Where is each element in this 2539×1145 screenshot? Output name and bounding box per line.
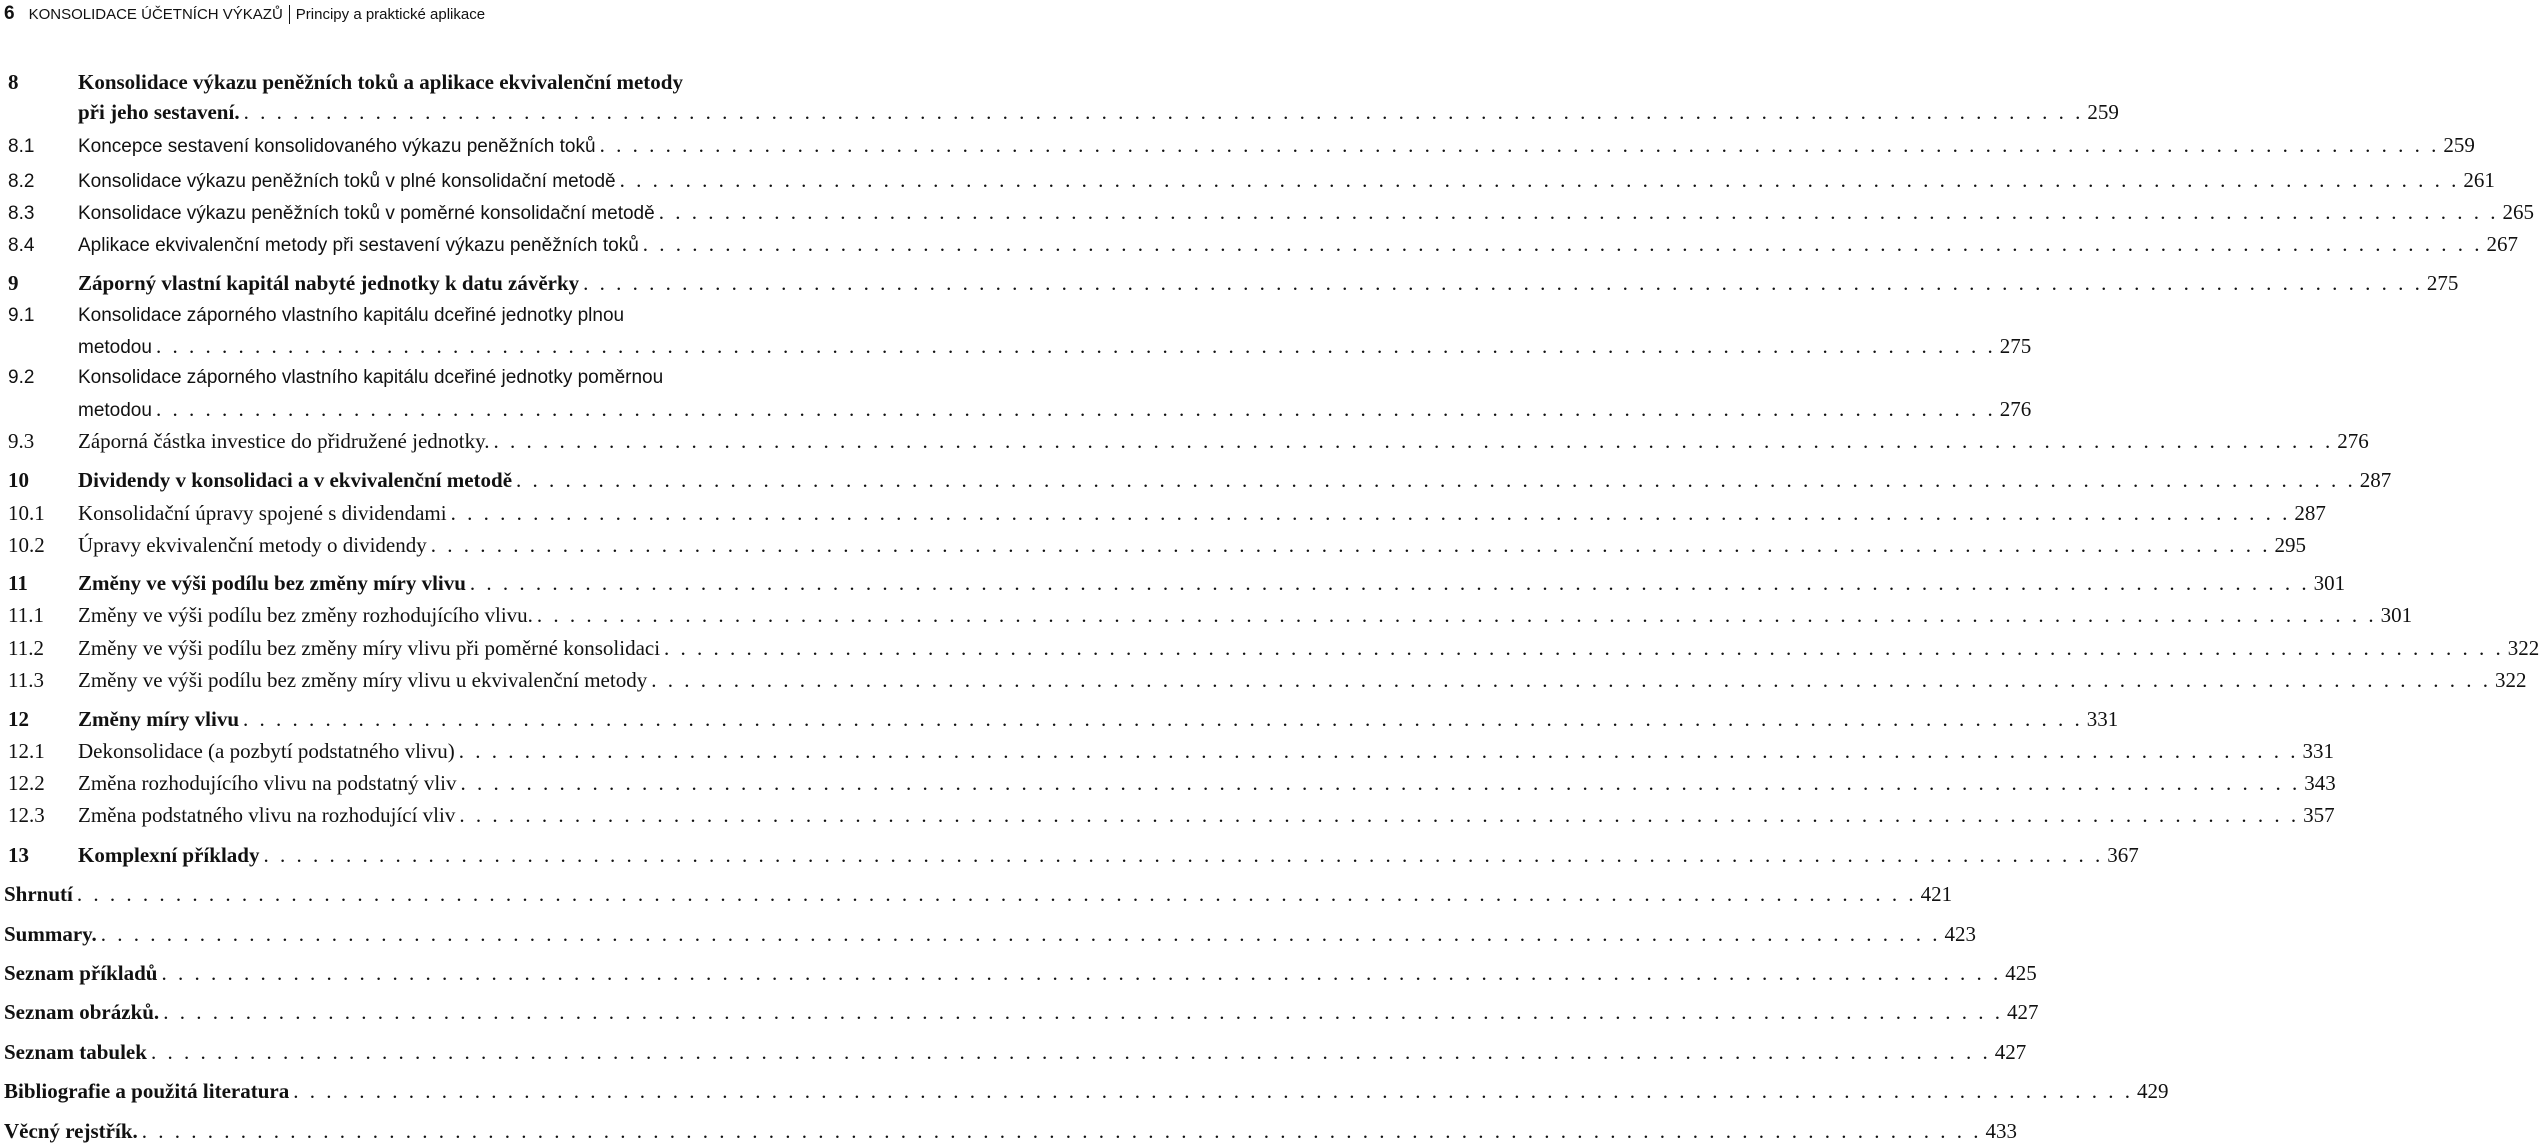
toc-entry[interactable]	[8, 98, 2119, 126]
leader-dots: . . . . . . . . . . . . . . . . . . . . . . . . . . . . . . . . . . . . . . . . . . . . . . . . . . . . . . . . . . . . . . . . . . . . . . . . . . . . . . . . . . . . . . . . . . . . . . . . . . . . . . . . . . . . . . . .	[163, 1000, 2003, 1024]
toc-entry[interactable]	[8, 705, 2119, 733]
leader-dots: . . . . . . . . . . . . . . . . . . . . . . . . . . . . . . . . . . . . . . . . . . . . . . . . . . . . . . . . . . . . . . . . . . . . . . . . . . . . . . . . . . . . . . . . . . . . . . . . . . . . . . . . . . . . . . . .	[459, 803, 2300, 827]
toc-entry-page: 322	[2494, 668, 2527, 692]
toc-entry-number: 11.1	[8, 603, 44, 627]
leader-dots: . . . . . . . . . . . . . . . . . . . . . . . . . . . . . . . . . . . . . . . . . . . . . . . . . . . . . . . . . . . . . . . . . . . . . . . . . . . . . . . . . . . . . . . . . . . . . . . . . . . . . . . . . . . . . . . .	[583, 271, 2423, 295]
toc-entry[interactable]	[8, 841, 2139, 869]
toc-entry-title: Seznam obrázků.	[4, 1000, 160, 1024]
toc-entry[interactable]	[8, 269, 2459, 297]
toc-entry-title: při jeho sestavení.	[78, 100, 240, 124]
toc-entry-number: 12.3	[8, 803, 45, 827]
toc-entry[interactable]	[4, 1038, 2027, 1066]
toc-entry[interactable]	[8, 737, 2334, 765]
toc-entry-title: Konsolidace výkazu peněžních toků a aplikace ekvivalenční metody	[78, 70, 683, 94]
leader-dots: . . . . . . . . . . . . . . . . . . . . . . . . . . . . . . . . . . . . . . . . . . . . . . . . . . . . . . . . . . . . . . . . . . . . . . . . . . . . . . . . . . . . . . . . . . . . . . . . . . . . . . . . . . . . . . . .	[243, 707, 2083, 731]
toc-entry-page: 287	[2359, 468, 2392, 492]
toc-entry-title: Seznam tabulek	[4, 1040, 147, 1064]
leader-dots: . . . . . . . . . . . . . . . . . . . . . . . . . . . . . . . . . . . . . . . . . . . . . . . . . . . . . . . . . . . . . . . . . . . . . . . . . . . . . . . . . . . . . . . . . . . . . . . . . . . . . . . . . . . . . . . .	[141, 1119, 1982, 1143]
toc-entry-title: Změna podstatného vlivu na rozhodující vliv	[78, 803, 456, 827]
toc-entry-title: Konsolidace záporného vlastního kapitálu dceřiné jednotky plnou	[78, 305, 625, 326]
toc-entry-title: Bibliografie a použitá literatura	[4, 1079, 290, 1103]
toc-entry[interactable]	[8, 666, 2527, 694]
toc-entry-page: 357	[2303, 803, 2335, 827]
leader-dots: . . . . . . . . . . . . . . . . . . . . . . . . . . . . . . . . . . . . . . . . . . . . . . . . . . . . . . . . . . . . . . . . . . . . . . . . . . . . . . . . . . . . . . . . . . . . . . . . . . . . . . . . . . . . . . . .	[664, 636, 2504, 660]
toc-entry-title: Koncepce sestavení konsolidovaného výkazu peněžních toků	[78, 136, 596, 157]
book-title: KONSOLIDACE ÚČETNÍCH VÝKAZŮ	[28, 5, 283, 23]
toc-entry[interactable]	[8, 427, 2369, 455]
toc-entry-number: 11.3	[8, 668, 44, 692]
toc-entry-page: 427	[1994, 1040, 2027, 1064]
toc-entry-line1	[8, 302, 954, 330]
toc-entry[interactable]	[8, 601, 2413, 629]
leader-dots: . . . . . . . . . . . . . . . . . . . . . . . . . . . . . . . . . . . . . . . . . . . . . . . . . . . . . . . . . . . . . . . . . . . . . . . . . . . . . . . . . . . . . . . . . . . . . . . . . . . . . . . . . . . . . . . .	[460, 771, 2301, 795]
toc-entry-page: 275	[1999, 334, 2032, 358]
leader-dots: . . . . . . . . . . . . . . . . . . . . . . . . . . . . . . . . . . . . . . . . . . . . . . . . . . . . . . . . . . . . . . . . . . . . . . . . . . . . . . . . . . . . . . . . . . . . . . . . . . . . . . . . . . . . . . . .	[76, 882, 1917, 906]
toc-entry-page: 423	[1944, 922, 1977, 946]
toc-entry-page: 287	[2294, 501, 2326, 525]
toc-entry-number: 9.1	[8, 305, 35, 326]
toc-entry-title: Aplikace ekvivalenční metody při sestavení výkazu peněžních toků	[78, 235, 639, 256]
toc-entry-title: Konsolidační úpravy spojené s dividendami	[78, 501, 447, 525]
toc-entry-title: Komplexní příklady	[78, 843, 260, 867]
toc-entry-page: 301	[2313, 571, 2346, 595]
toc-entry-page: 295	[2274, 533, 2306, 557]
book-subtitle: Principy a praktické aplikace	[295, 5, 486, 23]
toc-entry[interactable]	[8, 198, 2534, 226]
toc-entry[interactable]	[4, 1117, 2017, 1145]
leader-dots: . . . . . . . . . . . . . . . . . . . . . . . . . . . . . . . . . . . . . . . . . . . . . . . . . . . . . . . . . . . . . . . . . . . . . . . . . . . . . . . . . . . . . . . . . . . . . . . . . . . . . . . . . . . . . . . .	[100, 922, 1941, 946]
toc-entry-page: 421	[1920, 882, 1953, 906]
leader-dots: . . . . . . . . . . . . . . . . . . . . . . . . . . . . . . . . . . . . . . . . . . . . . . . . . . . . . . . . . . . . . . . . . . . . . . . . . . . . . . . . . . . . . . . . . . . . . . . . . . . . . . . . . . . . . . . .	[450, 501, 2291, 525]
toc-entry-title: Změny ve výši podílu bez změny míry vlivu	[78, 571, 466, 595]
toc-entry-number: 8	[8, 70, 19, 94]
toc-entry-title: Konsolidace výkazu peněžních toků v poměrné konsolidační metodě	[78, 203, 655, 224]
toc-entry-page: 322	[2507, 636, 2539, 660]
toc-entry-page: 367	[2107, 843, 2139, 867]
toc-entry-line1	[8, 364, 954, 392]
leader-dots: . . . . . . . . . . . . . . . . . . . . . . . . . . . . . . . . . . . . . . . . . . . . . . . . . . . . . . . . . . . . . . . . . . . . . . . . . . . . . . . . . . . . . . . . . . . . . . . . . . . . . . . . . . . . . . . .	[599, 133, 2440, 157]
leader-dots: . . . . . . . . . . . . . . . . . . . . . . . . . . . . . . . . . . . . . . . . . . . . . . . . . . . . . . . . . . . . . . . . . . . . . . . . . . . . . . . . . . . . . . . . . . . . . . . . . . . . . . . . . . . . . . . .	[161, 961, 2002, 985]
toc-entry-page: 331	[2086, 707, 2119, 731]
toc-entry-number: 8.3	[8, 203, 35, 224]
toc-entry-number: 12	[8, 707, 29, 731]
toc-entry-number: 10.1	[8, 501, 45, 525]
leader-dots: . . . . . . . . . . . . . . . . . . . . . . . . . . . . . . . . . . . . . . . . . . . . . . . . . . . . . . . . . . . . . . . . . . . . . . . . . . . . . . . . . . . . . . . . . . . . . . . . . . . . . . . . . . . . . . . .	[155, 334, 1996, 358]
toc-entry-title: Úpravy ekvivalenční metody o dividendy	[78, 533, 427, 557]
toc-entry[interactable]	[8, 131, 2475, 159]
toc-entry-page: 427	[2006, 1000, 2039, 1024]
leader-dots: . . . . . . . . . . . . . . . . . . . . . . . . . . . . . . . . . . . . . . . . . . . . . . . . . . . . . . . . . . . . . . . . . . . . . . . . . . . . . . . . . . . . . . . . . . . . . . . . . . . . . . . . . . . . . . . .	[516, 468, 2356, 492]
toc-entry-page: 425	[2005, 961, 2037, 985]
toc-entry[interactable]	[8, 166, 2495, 194]
toc-entry-number: 12.1	[8, 739, 45, 763]
leader-dots: . . . . . . . . . . . . . . . . . . . . . . . . . . . . . . . . . . . . . . . . . . . . . . . . . . . . . . . . . . . . . . . . . . . . . . . . . . . . . . . . . . . . . . . . . . . . . . . . . . . . . . . . . . . . . . . .	[493, 429, 2334, 453]
toc-entry-title: Konsolidace záporného vlastního kapitálu dceřiné jednotky poměrnou	[78, 367, 664, 388]
toc-entry-line1	[8, 68, 954, 96]
leader-dots: . . . . . . . . . . . . . . . . . . . . . . . . . . . . . . . . . . . . . . . . . . . . . . . . . . . . . . . . . . . . . . . . . . . . . . . . . . . . . . . . . . . . . . . . . . . . . . . . . . . . . . . . . . . . . . . .	[619, 168, 2460, 192]
leader-dots: . . . . . . . . . . . . . . . . . . . . . . . . . . . . . . . . . . . . . . . . . . . . . . . . . . . . . . . . . . . . . . . . . . . . . . . . . . . . . . . . . . . . . . . . . . . . . . . . . . . . . . . . . . . . . . . .	[658, 200, 2499, 224]
leader-dots: . . . . . . . . . . . . . . . . . . . . . . . . . . . . . . . . . . . . . . . . . . . . . . . . . . . . . . . . . . . . . . . . . . . . . . . . . . . . . . . . . . . . . . . . . . . . . . . . . . . . . . . . . . . . . . . .	[293, 1079, 2133, 1103]
toc-entry-title: Shrnutí	[4, 882, 73, 906]
toc-entry-page: 261	[2463, 168, 2495, 192]
toc-entry[interactable]	[8, 466, 2392, 494]
toc-entry-page: 301	[2380, 603, 2413, 627]
toc-entry-title: Dividendy v konsolidaci a v ekvivalenční metodě	[78, 468, 513, 492]
toc-entry-page: 267	[2486, 232, 2519, 256]
leader-dots: . . . . . . . . . . . . . . . . . . . . . . . . . . . . . . . . . . . . . . . . . . . . . . . . . . . . . . . . . . . . . . . . . . . . . . . . . . . . . . . . . . . . . . . . . . . . . . . . . . . . . . . . . . . . . . . .	[642, 232, 2483, 256]
leader-dots: . . . . . . . . . . . . . . . . . . . . . . . . . . . . . . . . . . . . . . . . . . . . . . . . . . . . . . . . . . . . . . . . . . . . . . . . . . . . . . . . . . . . . . . . . . . . . . . . . . . . . . . . . . . . . . . .	[651, 668, 2491, 692]
toc-entry[interactable]	[4, 1077, 2169, 1105]
toc-entry[interactable]	[8, 801, 2335, 829]
toc-entry-title: metodou	[78, 337, 152, 358]
toc-entry[interactable]	[8, 769, 2336, 797]
toc-entry-number: 9	[8, 271, 19, 295]
toc-entry-page: 331	[2302, 739, 2334, 763]
toc-entry[interactable]	[8, 395, 2032, 423]
toc-entry-number: 13	[8, 843, 29, 867]
toc-entry-page: 276	[1999, 397, 2032, 421]
toc-entry-number: 11.2	[8, 636, 44, 660]
toc-entry-title: metodou	[78, 400, 152, 421]
leader-dots: . . . . . . . . . . . . . . . . . . . . . . . . . . . . . . . . . . . . . . . . . . . . . . . . . . . . . . . . . . . . . . . . . . . . . . . . . . . . . . . . . . . . . . . . . . . . . . . . . . . . . . . . . . . . . . . .	[155, 397, 1996, 421]
leader-dots: . . . . . . . . . . . . . . . . . . . . . . . . . . . . . . . . . . . . . . . . . . . . . . . . . . . . . . . . . . . . . . . . . . . . . . . . . . . . . . . . . . . . . . . . . . . . . . . . . . . . . . . . . . . . . . . .	[458, 739, 2299, 763]
toc-entry-title: Změny ve výši podílu bez změny míry vlivu u ekvivalenční metody	[78, 668, 648, 692]
toc-entry-number: 10	[8, 468, 29, 492]
leader-dots: . . . . . . . . . . . . . . . . . . . . . . . . . . . . . . . . . . . . . . . . . . . . . . . . . . . . . . . . . . . . . . . . . . . . . . . . . . . . . . . . . . . . . . . . . . . . . . . . . . . . . . . . . . . . . . . .	[430, 533, 2271, 557]
toc-entry-title: Summary.	[4, 922, 97, 946]
toc-entry[interactable]	[8, 531, 2306, 559]
toc-entry[interactable]	[8, 499, 2326, 527]
toc-entry-page: 259	[2087, 100, 2119, 124]
toc-entry-page: 259	[2443, 133, 2475, 157]
running-head	[4, 2, 485, 26]
toc-entry-title: Konsolidace výkazu peněžních toků v plné konsolidační metodě	[78, 171, 616, 192]
leader-dots: . . . . . . . . . . . . . . . . . . . . . . . . . . . . . . . . . . . . . . . . . . . . . . . . . . . . . . . . . . . . . . . . . . . . . . . . . . . . . . . . . . . . . . . . . . . . . . . . . . . . . . . . . . . . . . . .	[263, 843, 2104, 867]
toc-entry[interactable]	[4, 920, 1977, 948]
toc-entry-number: 10.2	[8, 533, 45, 557]
toc-entry-title: Dekonsolidace (a pozbytí podstatného vlivu)	[78, 739, 455, 763]
toc-entry-number: 9.3	[8, 429, 35, 453]
toc-entry[interactable]	[8, 634, 2539, 662]
leader-dots: . . . . . . . . . . . . . . . . . . . . . . . . . . . . . . . . . . . . . . . . . . . . . . . . . . . . . . . . . . . . . . . . . . . . . . . . . . . . . . . . . . . . . . . . . . . . . . . . . . . . . . . . . . . . . . . .	[150, 1040, 1991, 1064]
toc-entry-number: 8.2	[8, 171, 35, 192]
toc-entry-title: Věcný rejstřík.	[4, 1119, 138, 1143]
toc-entry-page: 343	[2304, 771, 2336, 795]
toc-entry-title: Záporná částka investice do přidružené jednotky.	[78, 429, 490, 453]
leader-dots: . . . . . . . . . . . . . . . . . . . . . . . . . . . . . . . . . . . . . . . . . . . . . . . . . . . . . . . . . . . . . . . . . . . . . . . . . . . . . . . . . . . . . . . . . . . . . . . . . . . . . . . . . . . . . . . .	[469, 571, 2310, 595]
toc-entry-number: 12.2	[8, 771, 45, 795]
toc-entry-title: Změny ve výši podílu bez změny rozhodujícího vlivu.	[78, 603, 533, 627]
toc-entry-number: 8.4	[8, 235, 35, 256]
toc-entry[interactable]	[8, 230, 2519, 258]
toc-entry-title: Seznam příkladů	[4, 961, 158, 985]
toc-entry-title: Změny ve výši podílu bez změny míry vlivu při poměrné konsolidaci	[78, 636, 661, 660]
toc-entry-page: 265	[2502, 200, 2534, 224]
toc-entry-title: Změna rozhodujícího vlivu na podstatný vliv	[78, 771, 457, 795]
toc-entry[interactable]	[8, 569, 2346, 597]
toc-entry[interactable]	[8, 332, 2032, 360]
page-number: 6	[4, 3, 15, 24]
toc-entry-number: 8.1	[8, 136, 35, 157]
toc-entry[interactable]	[4, 880, 1953, 908]
leader-dots: . . . . . . . . . . . . . . . . . . . . . . . . . . . . . . . . . . . . . . . . . . . . . . . . . . . . . . . . . . . . . . . . . . . . . . . . . . . . . . . . . . . . . . . . . . . . . . . . . . . . . . . . . . . . . . . .	[243, 100, 2084, 124]
toc-entry-page: 433	[1985, 1119, 2017, 1143]
toc-entry-number: 9.2	[8, 367, 35, 388]
toc-entry-page: 429	[2136, 1079, 2169, 1103]
toc-entry[interactable]	[4, 959, 2037, 987]
toc-entry-title: Záporný vlastní kapitál nabyté jednotky k datu závěrky	[78, 271, 580, 295]
toc-entry-page: 276	[2337, 429, 2369, 453]
leader-dots: . . . . . . . . . . . . . . . . . . . . . . . . . . . . . . . . . . . . . . . . . . . . . . . . . . . . . . . . . . . . . . . . . . . . . . . . . . . . . . . . . . . . . . . . . . . . . . . . . . . . . . . . . . . . . . . .	[536, 603, 2377, 627]
toc-entry-title: Změny míry vlivu	[78, 707, 239, 731]
toc-entry-page: 275	[2426, 271, 2459, 295]
header-divider	[289, 5, 290, 24]
toc-entry[interactable]	[4, 998, 2039, 1026]
toc-entry-number: 11	[8, 571, 28, 595]
